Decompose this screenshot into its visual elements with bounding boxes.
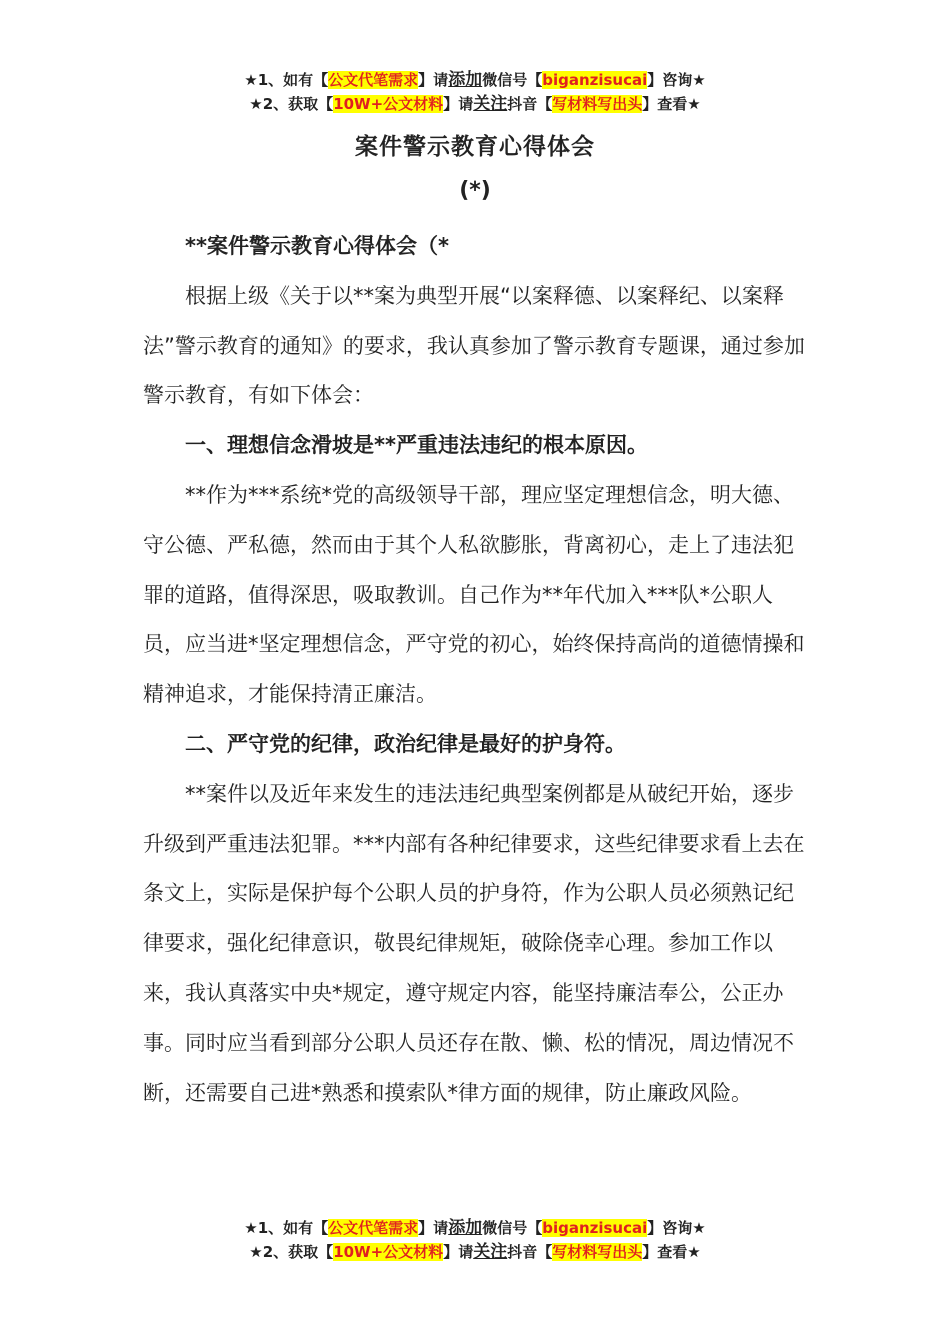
ad-highlight: 公文代笔需求	[328, 1219, 419, 1237]
ad-line-1	[0, 68, 950, 92]
ad-text: ★2、获取【	[249, 95, 334, 113]
ad-highlight: biganzisucai	[542, 71, 648, 89]
ad-text: ★1、如有【	[244, 1219, 329, 1237]
ad-text: 】请	[443, 1243, 474, 1261]
ad-emphasis: 添加	[448, 70, 483, 90]
document-title: 案件警示教育心得体会	[355, 134, 595, 160]
section-heading-2: 二、严守党的纪律，政治纪律是最好的护身符。	[185, 731, 626, 756]
ad-text: 抖音【	[507, 1243, 553, 1261]
ad-line-2	[0, 1240, 950, 1264]
ad-line-1	[0, 1216, 950, 1240]
document-subtitle: (*)	[459, 178, 491, 203]
body-paragraph: **案件以及近年来发生的违法违纪典型案例都是从破纪开始，逐步升级到严重违法犯罪。***内部有各种纪律要求，这些纪律要求看上去在条文上，实际是保护每个公职人员的护身符，作为公职人员必须熟记纪律要求，强化纪律意识，敬畏纪律规矩，破除侥幸心理。参加工作以来，我认真落实中央*规定，遵守规定内容，能坚持廉洁奉公，公正办事。同时应当看到部分公职人员还存在散、懒、松的情况，周边情况不断，还需要自己进*熟悉和摸索队*律方面的规律，防止廉政风险。	[143, 781, 805, 1105]
ad-text: ★1、如有【	[244, 71, 329, 89]
document-body	[143, 222, 811, 1118]
ad-text: 】咨询★	[647, 71, 706, 89]
ad-text: 】请	[418, 71, 449, 89]
ad-highlight: 10W+公文材料	[333, 1243, 444, 1261]
ad-line-2	[0, 92, 950, 116]
ad-banner-bottom	[0, 1216, 950, 1264]
ad-text: 抖音【	[507, 95, 553, 113]
ad-banner-top	[0, 68, 950, 116]
ad-text: 】咨询★	[647, 1219, 706, 1237]
ad-emphasis: 添加	[448, 1218, 483, 1238]
ad-emphasis: 关注	[473, 1242, 508, 1262]
ad-text: 微信号【	[482, 1219, 543, 1237]
ad-highlight: 10W+公文材料	[333, 95, 444, 113]
ad-highlight: biganzisucai	[542, 1219, 648, 1237]
section-heading-1: 一、理想信念滑坡是**严重违法违纪的根本原因。	[185, 433, 648, 458]
body-heading: **案件警示教育心得体会（*	[185, 234, 449, 258]
ad-highlight: 写材料写出头	[552, 1243, 643, 1261]
ad-text: 微信号【	[482, 71, 543, 89]
body-paragraph: **作为***系统*党的高级领导干部，理应坚定理想信念，明大德、守公德、严私德，然而由于其个人私欲膨胀，背离初心，走上了违法犯罪的道路，值得深思，吸取教训。自己作为**年代加入***队*公职人员，应当进*坚定理想信念，严守党的初心，始终保持高尚的道德情操和精神追求，才能保持清正廉洁。	[143, 482, 805, 707]
ad-highlight: 写材料写出头	[552, 95, 643, 113]
ad-text: 】请	[443, 95, 474, 113]
body-paragraph: 根据上级《关于以**案为典型开展“以案释德、以案释纪、以案释法”警示教育的通知》的要求，我认真参加了警示教育专题课，通过参加警示教育，有如下体会：	[143, 283, 805, 408]
ad-highlight: 公文代笔需求	[328, 71, 419, 89]
ad-text: 】查看★	[642, 95, 701, 113]
ad-emphasis: 关注	[473, 94, 508, 114]
ad-text: ★2、获取【	[249, 1243, 334, 1261]
ad-text: 】请	[418, 1219, 449, 1237]
ad-text: 】查看★	[642, 1243, 701, 1261]
